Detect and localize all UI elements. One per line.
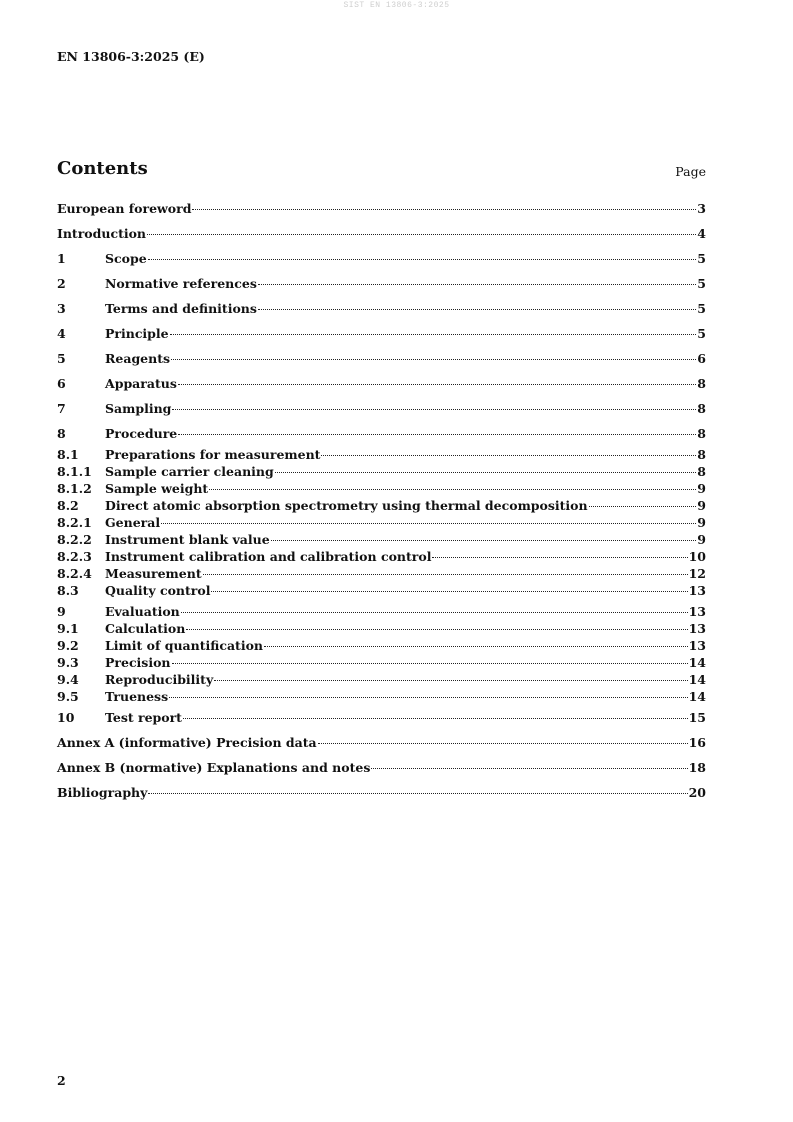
toc-dot-leader	[321, 454, 696, 456]
document-id: EN 13806-3:2025 (E)	[57, 49, 205, 64]
toc-entry[interactable]	[57, 655, 706, 672]
toc-dot-leader	[209, 488, 696, 490]
toc-entry-title: Principle	[105, 326, 169, 341]
toc-entry-title: Reagents	[105, 351, 171, 366]
toc-entry[interactable]	[57, 201, 706, 226]
toc-entry[interactable]	[57, 401, 706, 426]
watermark: SIST EN 13806-3:2025	[343, 1, 450, 10]
toc-entry[interactable]	[57, 226, 706, 251]
toc-entry-page: 6	[697, 351, 706, 366]
toc-entry[interactable]	[57, 464, 706, 481]
toc-entry-page: 20	[688, 785, 706, 800]
toc-entry-title: Introduction	[57, 226, 147, 241]
toc-dot-leader	[318, 742, 688, 744]
toc-entry-title: Procedure	[105, 426, 178, 441]
toc-entry[interactable]	[57, 515, 706, 532]
toc-entry-page: 10	[688, 549, 706, 564]
toc-dot-leader	[172, 662, 688, 664]
toc-entry-title: Annex A (informative) Precision data	[57, 735, 317, 750]
toc-entry-page: 13	[688, 638, 706, 653]
toc-entry-page: 16	[688, 735, 706, 750]
toc-dot-leader	[264, 645, 688, 647]
toc-entry[interactable]	[57, 481, 706, 498]
toc-entry-page: 8	[697, 447, 706, 462]
toc-entry-title: Sample weight	[105, 481, 209, 496]
toc-dot-leader	[371, 767, 687, 769]
toc-entry-page: 5	[697, 301, 706, 316]
toc-entry-page: 15	[688, 710, 706, 725]
toc-entry-title: General	[105, 515, 161, 530]
toc-entry-title: Annex B (normative) Explanations and notes	[57, 760, 371, 775]
toc-entry-page: 18	[688, 760, 706, 775]
toc-entry-number: 7	[57, 401, 66, 416]
toc-entry-number: 2	[57, 276, 66, 291]
toc-entry-title: Evaluation	[105, 604, 180, 619]
contents-heading: Contents	[57, 158, 148, 179]
toc-entry[interactable]	[57, 710, 706, 735]
table-of-contents	[57, 201, 706, 810]
toc-entry-title: Reproducibility	[105, 672, 214, 687]
toc-entry[interactable]	[57, 498, 706, 515]
toc-entry[interactable]	[57, 566, 706, 583]
toc-entry-page: 8	[697, 426, 706, 441]
toc-dot-leader	[258, 308, 696, 310]
toc-entry-number: 3	[57, 301, 66, 316]
toc-entry-number: 8	[57, 426, 66, 441]
toc-entry-title: Instrument calibration and calibration control	[105, 549, 432, 564]
toc-dot-leader	[211, 590, 687, 592]
toc-entry[interactable]	[57, 326, 706, 351]
toc-entry-number: 9.1	[57, 621, 79, 636]
toc-entry-title: Sampling	[105, 401, 172, 416]
toc-entry[interactable]	[57, 689, 706, 710]
toc-entry[interactable]	[57, 760, 706, 785]
toc-entry-number: 8.1.1	[57, 464, 92, 479]
toc-entry-page: 8	[697, 401, 706, 416]
toc-entry[interactable]	[57, 251, 706, 276]
toc-dot-leader	[271, 539, 697, 541]
toc-entry[interactable]	[57, 672, 706, 689]
toc-entry-page: 8	[697, 464, 706, 479]
toc-entry[interactable]	[57, 621, 706, 638]
toc-entry-number: 8.2.3	[57, 549, 92, 564]
toc-entry[interactable]	[57, 447, 706, 464]
toc-entry-page: 13	[688, 583, 706, 598]
toc-dot-leader	[192, 208, 696, 210]
toc-dot-leader	[258, 283, 696, 285]
toc-entry-page: 9	[697, 498, 706, 513]
toc-entry-number: 8.2	[57, 498, 79, 513]
toc-entry[interactable]	[57, 785, 706, 810]
toc-entry-page: 13	[688, 621, 706, 636]
toc-entry-number: 8.1	[57, 447, 79, 462]
toc-entry-title: Terms and definitions	[105, 301, 257, 316]
toc-entry[interactable]	[57, 638, 706, 655]
toc-entry-title: Scope	[105, 251, 147, 266]
toc-entry-title: Precision	[105, 655, 171, 670]
toc-entry[interactable]	[57, 376, 706, 401]
toc-entry-page: 3	[697, 201, 706, 216]
toc-entry[interactable]	[57, 549, 706, 566]
toc-entry-number: 9.2	[57, 638, 79, 653]
toc-entry-page: 5	[697, 276, 706, 291]
toc-dot-leader	[214, 679, 687, 681]
toc-entry-number: 9.5	[57, 689, 79, 704]
toc-entry-page: 8	[697, 376, 706, 391]
toc-entry-number: 8.2.1	[57, 515, 92, 530]
toc-entry-title: Limit of quantification	[105, 638, 263, 653]
toc-entry-title: Normative references	[105, 276, 257, 291]
toc-entry-title: Direct atomic absorption spectrometry using thermal decomposition	[105, 498, 588, 513]
toc-entry[interactable]	[57, 735, 706, 760]
toc-dot-leader	[183, 717, 688, 719]
toc-dot-leader	[178, 383, 696, 385]
page-number: 2	[57, 1073, 66, 1088]
toc-entry-title: Instrument blank value	[105, 532, 270, 547]
toc-entry[interactable]	[57, 604, 706, 621]
toc-dot-leader	[170, 333, 697, 335]
toc-entry-number: 8.2.2	[57, 532, 92, 547]
toc-entry-page: 13	[688, 604, 706, 619]
toc-dot-leader	[171, 358, 696, 360]
toc-entry-title: Trueness	[105, 689, 169, 704]
toc-entry[interactable]	[57, 351, 706, 376]
toc-entry[interactable]	[57, 276, 706, 301]
toc-entry-page: 5	[697, 326, 706, 341]
toc-entry-title: Bibliography	[57, 785, 148, 800]
toc-entry-number: 4	[57, 326, 66, 341]
toc-dot-leader	[169, 696, 687, 698]
toc-entry-page: 9	[697, 481, 706, 496]
toc-entry-page: 14	[688, 689, 706, 704]
toc-entry-number: 10	[57, 710, 75, 725]
toc-dot-leader	[147, 233, 696, 235]
toc-dot-leader	[181, 611, 688, 613]
toc-entry-number: 9.3	[57, 655, 79, 670]
toc-dot-leader	[275, 471, 697, 473]
toc-entry-page: 5	[697, 251, 706, 266]
toc-dot-leader	[178, 433, 696, 435]
toc-entry-number: 8.2.4	[57, 566, 92, 581]
toc-entry-number: 8.1.2	[57, 481, 92, 496]
toc-entry-number: 9.4	[57, 672, 79, 687]
toc-entry-number: 8.3	[57, 583, 79, 598]
toc-entry-number: 1	[57, 251, 66, 266]
toc-dot-leader	[589, 505, 697, 507]
toc-entry[interactable]	[57, 301, 706, 326]
toc-entry-title: Apparatus	[105, 376, 177, 391]
toc-entry-title: Calculation	[105, 621, 186, 636]
page-column-label: Page	[675, 164, 706, 179]
toc-entry-title: Quality control	[105, 583, 211, 598]
toc-entry-page: 14	[688, 655, 706, 670]
toc-entry-page: 4	[697, 226, 706, 241]
toc-dot-leader	[172, 408, 696, 410]
toc-entry[interactable]	[57, 583, 706, 604]
toc-entry-title: Measurement	[105, 566, 202, 581]
toc-entry[interactable]	[57, 426, 706, 447]
toc-dot-leader	[203, 573, 688, 575]
toc-entry-title: Sample carrier cleaning	[105, 464, 274, 479]
toc-entry-title: Test report	[105, 710, 182, 725]
toc-dot-leader	[148, 258, 697, 260]
toc-entry-page: 9	[697, 532, 706, 547]
toc-entry-number: 5	[57, 351, 66, 366]
toc-entry-page: 14	[688, 672, 706, 687]
toc-dot-leader	[186, 628, 687, 630]
toc-entry-number: 6	[57, 376, 66, 391]
toc-entry-title: European foreword	[57, 201, 192, 216]
toc-dot-leader	[148, 792, 687, 794]
toc-entry-page: 12	[688, 566, 706, 581]
toc-entry-page: 9	[697, 515, 706, 530]
toc-entry-number: 9	[57, 604, 66, 619]
toc-entry-title: Preparations for measurement	[105, 447, 321, 462]
toc-dot-leader	[432, 556, 687, 558]
toc-dot-leader	[161, 522, 696, 524]
toc-entry[interactable]	[57, 532, 706, 549]
